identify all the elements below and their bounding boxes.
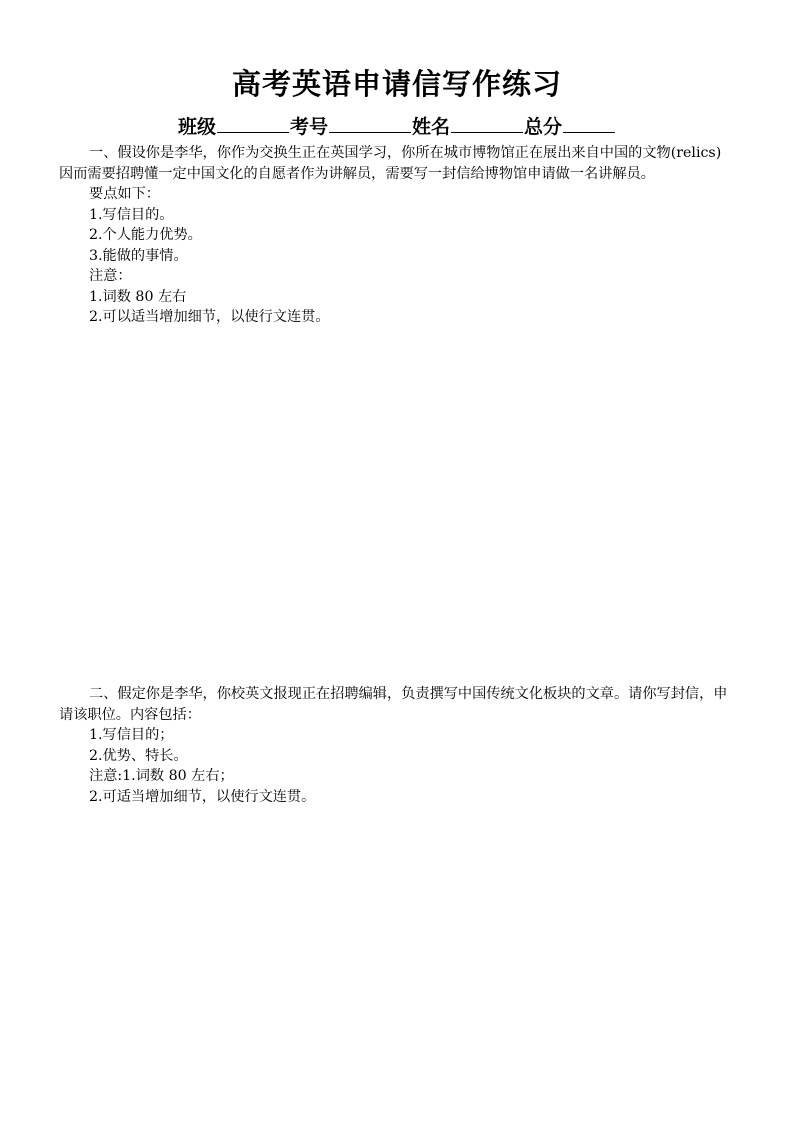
note-item: 1.词数 80 左右 <box>89 288 187 305</box>
note-item: 2.可以适当增加细节，以使行文连贯。 <box>89 309 330 325</box>
question-two-prompt: 二、假定你是李华，你校英文报现正在招聘编辑，负责撰写中国传统文化板块的文章。请你写封信，申请该职位。内容包括： <box>59 686 728 723</box>
point-item: 2.个人能力优势。 <box>89 227 202 243</box>
point-item: 3.能做的事情。 <box>89 247 188 264</box>
exam-number-blank[interactable] <box>329 114 411 133</box>
points-heading: 要点如下： <box>89 186 160 202</box>
name-label: 姓名 <box>412 116 451 138</box>
point-item: 1.写信目的。 <box>89 206 174 223</box>
note-item: 注意:1.词数 80 左右； <box>89 768 234 784</box>
exam-number-label: 考号 <box>289 116 328 138</box>
class-label: 班级 <box>177 116 216 138</box>
score-label: 总分 <box>524 116 563 138</box>
class-blank[interactable] <box>217 114 289 133</box>
notes-heading: 注意： <box>89 268 132 284</box>
page-title: 高考英语申请信写作练习 <box>231 67 562 101</box>
name-blank[interactable] <box>451 114 523 133</box>
note-item: 2.可适当增加细节，以使行文连贯。 <box>89 788 316 805</box>
point-item: 1.写信目的； <box>89 727 174 743</box>
question-two <box>59 684 735 807</box>
score-blank[interactable] <box>563 114 615 133</box>
question-one <box>59 143 735 328</box>
student-info-line <box>0 112 794 139</box>
point-item: 2.优势、特长。 <box>89 747 188 764</box>
question-one-prompt: 一、假设你是李华，你作为交换生正在英国学习，你所在城市博物馆正在展出来自中国的文物(relics)因而需要招聘懂一定中国文化的自愿者作为讲解员，需要写一封信给博物馆申请做一名讲解员。 <box>59 145 722 182</box>
